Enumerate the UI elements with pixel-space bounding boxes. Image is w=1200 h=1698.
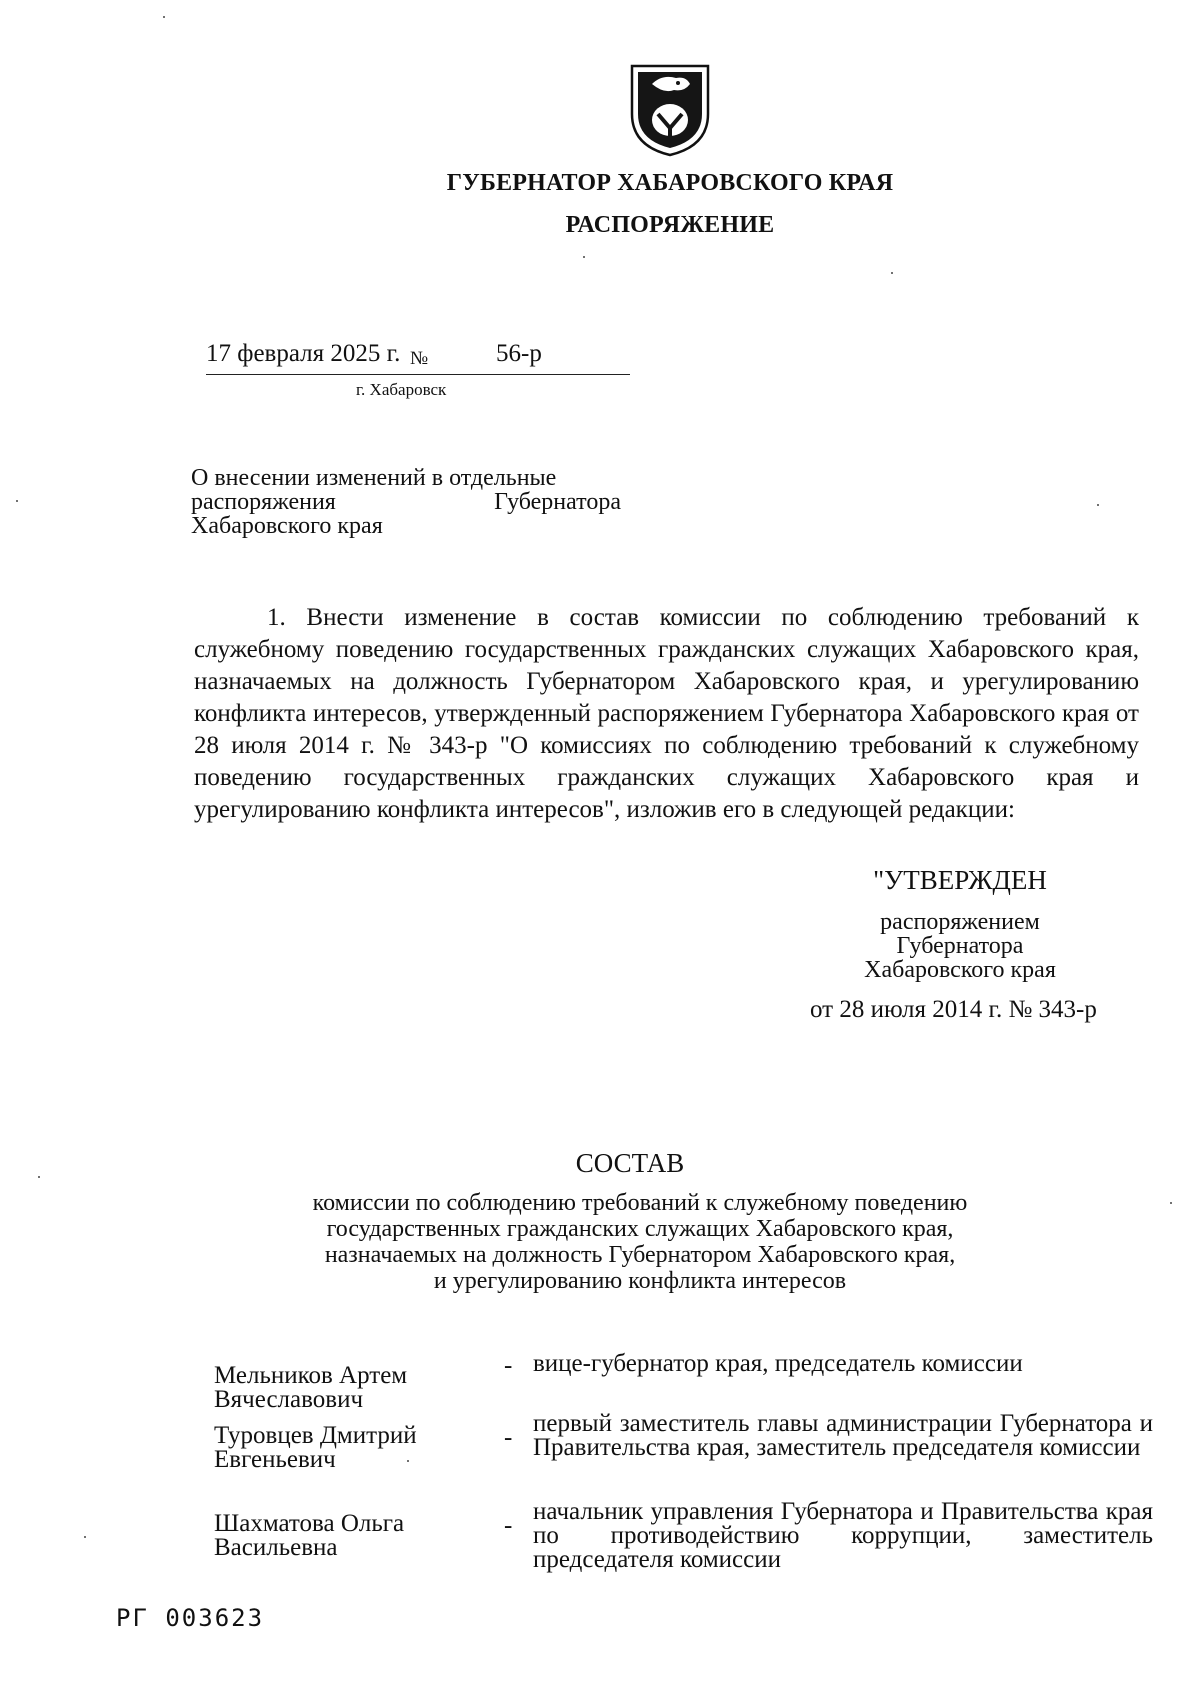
scan-speck: [38, 1176, 40, 1178]
member-2-name: [214, 1424, 417, 1472]
city-label: г. Хабаровск: [356, 380, 447, 399]
number-sign: №: [410, 348, 429, 369]
composition-title: СОСТАВ: [575, 1148, 685, 1178]
composition-subtitle-1: комиссии по соблюдению требований к служебному поведению: [312, 1190, 968, 1216]
member-2-role: первый заместитель главы администрации Губернатора и Правительства края, заместитель председателя комиссии: [533, 1410, 1153, 1461]
scan-speck: [1170, 1202, 1172, 1204]
authority-heading: ГУБЕРНАТОР ХАБАРОВСКОГО КРАЯ: [446, 170, 894, 196]
scan-speck: [407, 1460, 409, 1462]
approval-line-4: Хабаровского края: [864, 957, 1056, 983]
subject-line-2-left: распоряжения: [191, 489, 336, 515]
document-subject: [191, 466, 621, 538]
scan-speck: [84, 1536, 86, 1538]
bear-shield-icon: [628, 62, 712, 158]
body-paragraph-1: 1. Внести изменение в состав комиссии по соблюдению требований к служебному поведению государственных гражданских служащих Хабаровского края, назначаемых на должность Губернатором Хабаровского края, и урегулированию конфликта интересов, утвержденный распоряжением Губернатора Хабаровского края от 28 июля 2014 г. № 343-р "О комиссиях по соблюдению требований к служебному поведению государственных гражданских служащих Хабаровского края и урегулированию конфликта интересов", изложив его в следующей редакции:: [194, 604, 1139, 823]
member-3-name: [214, 1512, 404, 1560]
approval-line-5: от 28 июля 2014 г. № 343-р: [810, 996, 1097, 1023]
subject-line-3: Хабаровского края: [191, 513, 383, 539]
scan-speck: [891, 272, 893, 274]
member-3-name-line-2: Васильевна: [214, 1534, 338, 1561]
composition-subtitle-3: назначаемых на должность Губернатором Хабаровского края,: [324, 1242, 956, 1268]
scan-speck: [583, 256, 585, 258]
approval-line-2: распоряжением: [880, 909, 1040, 935]
member-1-role: вице-губернатор края, председатель комиссии: [533, 1350, 1023, 1377]
member-3-dash: -: [504, 1512, 513, 1539]
member-1-name-line-2: Вячеславович: [214, 1386, 364, 1413]
subject-line-1: О внесении изменений в отдельные: [191, 465, 557, 491]
member-2-name-line-1: Туровцев Дмитрий: [214, 1422, 417, 1449]
subject-line-2: [191, 490, 621, 514]
form-serial-number: РГ 003623: [116, 1604, 265, 1632]
scan-speck: [1097, 504, 1099, 506]
scan-speck: [163, 16, 165, 18]
date-number-line: [206, 336, 630, 375]
coat-of-arms-emblem: [628, 62, 712, 158]
subject-line-2-right: Губернатора: [494, 489, 621, 515]
composition-subtitle-4: и урегулированию конфликта интересов: [433, 1268, 847, 1294]
document-date: 17 февраля 2025 г.: [206, 340, 401, 367]
member-1-name: [214, 1364, 407, 1412]
approval-line-1: "УТВЕРЖДЕН: [873, 865, 1047, 895]
approval-line-3: Губернатора: [896, 933, 1024, 959]
member-2-dash: -: [504, 1424, 513, 1451]
member-2-name-line-2: Евгеньевич: [214, 1446, 336, 1473]
document-number: 56-р: [496, 340, 542, 367]
scan-speck: [16, 500, 18, 502]
member-3-name-line-1: Шахматова Ольга: [214, 1510, 405, 1537]
composition-subtitle-2: государственных гражданских служащих Хабаровского края,: [326, 1216, 954, 1242]
member-1-name-line-1: Мельников Артем: [214, 1362, 408, 1389]
member-1-dash: -: [504, 1352, 513, 1379]
document-type: РАСПОРЯЖЕНИЕ: [565, 212, 775, 238]
member-3-role: начальник управления Губернатора и Правительства края по противодействию коррупции, заместитель председателя комиссии: [533, 1498, 1153, 1573]
